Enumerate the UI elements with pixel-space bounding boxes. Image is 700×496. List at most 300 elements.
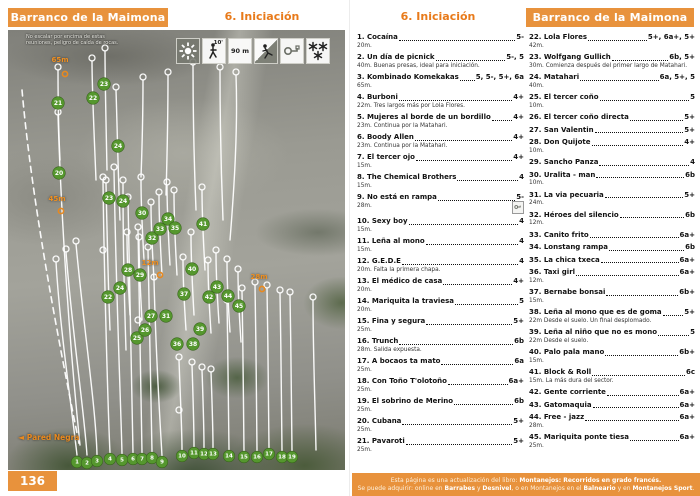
route-number-badge: 10 bbox=[177, 451, 188, 462]
route-note bbox=[357, 327, 524, 334]
dotted-leader bbox=[399, 100, 512, 101]
route-note bbox=[357, 347, 524, 354]
route-note-text: 25m. bbox=[357, 366, 372, 373]
route-note-text: 22m. Tres largos más por Lola Flores. bbox=[357, 102, 465, 109]
route-name: 30. Uralita - man bbox=[529, 170, 596, 179]
left-arrow-icon: ◄ bbox=[18, 433, 25, 442]
route-name: 37. Bernabe bonsai bbox=[529, 288, 606, 296]
footer-text-segment: . bbox=[692, 484, 695, 492]
route-name: 19. El sobrino de Merino bbox=[357, 397, 454, 405]
route-item bbox=[357, 277, 524, 294]
length-label: 12m bbox=[141, 259, 159, 267]
route-number-badge: 39 bbox=[194, 323, 206, 335]
topo-photo bbox=[8, 30, 345, 470]
route-item bbox=[357, 237, 524, 254]
dotted-leader bbox=[585, 420, 678, 421]
route-grade: 6b+ bbox=[679, 288, 695, 296]
dotted-leader bbox=[416, 160, 512, 161]
route-title-row bbox=[357, 53, 524, 62]
footer-text-segment: , o en Montanejos en el bbox=[511, 484, 584, 492]
route-note bbox=[529, 63, 695, 70]
route-title-row bbox=[529, 256, 695, 265]
route-item bbox=[357, 417, 524, 434]
route-name: 25. El tercer coño bbox=[529, 93, 599, 101]
route-title-row bbox=[357, 33, 524, 42]
dotted-leader bbox=[409, 224, 519, 225]
route-name: 15. Fina y segura bbox=[357, 317, 426, 325]
route-grade: 6a+ bbox=[679, 388, 695, 396]
route-item bbox=[357, 357, 524, 374]
route-note bbox=[357, 83, 524, 90]
route-item bbox=[529, 33, 695, 50]
route-item bbox=[357, 317, 524, 334]
route-note-text: 25m. bbox=[357, 326, 372, 333]
dotted-leader bbox=[592, 145, 684, 146]
pared-negra-label: ◄ Pared Negra bbox=[18, 433, 80, 442]
dotted-leader bbox=[620, 217, 684, 218]
route-item bbox=[529, 401, 695, 410]
route-grade: 5 bbox=[690, 328, 695, 336]
route-note bbox=[357, 123, 524, 130]
route-item bbox=[357, 193, 524, 214]
route-name: 23. Wolfgang Gullich bbox=[529, 53, 611, 61]
footer-text-segment: Esta página es una actualización del libro: bbox=[390, 476, 520, 484]
route-name: 43. Gatomaquia bbox=[529, 400, 592, 409]
dotted-leader bbox=[576, 275, 678, 276]
route-title-row bbox=[357, 417, 524, 426]
route-note bbox=[357, 103, 524, 110]
route-title-row bbox=[357, 133, 524, 142]
route-name: 8. The Chemical Brothers bbox=[357, 173, 457, 181]
route-note bbox=[529, 200, 695, 207]
route-name: 21. Pavaroti bbox=[357, 437, 405, 445]
route-number-badge: 6 bbox=[128, 454, 139, 465]
route-grade: 5, 5-, 5+, 6a bbox=[475, 73, 524, 81]
route-note-text: 22m Desde el suelo. bbox=[529, 337, 589, 344]
route-note-text: 25m. bbox=[357, 406, 372, 413]
route-note bbox=[357, 183, 524, 190]
route-number-badge: 4 bbox=[105, 454, 116, 465]
dotted-leader bbox=[592, 375, 685, 376]
route-grade: 4+ bbox=[513, 93, 524, 101]
dotted-leader bbox=[580, 80, 658, 81]
route-note-text: 65m. bbox=[357, 82, 372, 89]
route-name: 33. Canito frito bbox=[529, 230, 589, 239]
route-item bbox=[529, 433, 695, 450]
route-name: 38. Leña al mono que es de goma bbox=[529, 308, 662, 316]
footer-text-segment: Montanejos Sport bbox=[632, 484, 693, 492]
route-note bbox=[357, 307, 524, 314]
route-item bbox=[529, 388, 695, 397]
route-item bbox=[529, 53, 695, 70]
route-item bbox=[357, 437, 524, 454]
route-item bbox=[357, 337, 524, 354]
route-grade: 4 bbox=[519, 217, 524, 225]
route-name: 20. Cubana bbox=[357, 417, 402, 425]
route-note-text: 12m. bbox=[529, 277, 544, 284]
route-item bbox=[529, 138, 695, 155]
route-number-badge: 7 bbox=[137, 454, 148, 465]
route-item bbox=[529, 308, 695, 325]
route-name: 2. Un día de picnick bbox=[357, 53, 435, 61]
route-grade: 6b bbox=[514, 397, 524, 405]
dotted-leader bbox=[402, 264, 518, 265]
route-item bbox=[357, 133, 524, 150]
info-icon-strip bbox=[176, 38, 330, 64]
dotted-leader bbox=[605, 197, 683, 198]
route-title-row bbox=[529, 171, 695, 180]
route-number-badge: 25 bbox=[131, 332, 143, 344]
route-title-row bbox=[529, 308, 695, 317]
dotted-leader bbox=[426, 324, 512, 325]
route-title-row bbox=[357, 73, 524, 82]
route-title-row bbox=[529, 328, 695, 337]
route-number-badge: 2 bbox=[82, 458, 93, 469]
route-note bbox=[529, 83, 695, 90]
route-number-badge: 38 bbox=[187, 338, 199, 350]
route-name: 45. Mariquita ponte tiesa bbox=[529, 433, 629, 441]
route-number-badge: 40 bbox=[186, 263, 198, 275]
route-name: 31. La via pecuaria bbox=[529, 190, 604, 199]
route-title-row bbox=[529, 158, 695, 167]
route-name: 10. Sexy boy bbox=[357, 217, 408, 225]
route-note bbox=[357, 247, 524, 254]
route-number-badge: 26 bbox=[139, 324, 151, 336]
route-note bbox=[357, 287, 524, 294]
route-note bbox=[357, 387, 524, 394]
route-number-badge: 17 bbox=[264, 449, 275, 460]
footer-bar bbox=[352, 473, 700, 496]
route-number-badge: 42 bbox=[203, 291, 215, 303]
route-name: 32. Héroes del silencio bbox=[529, 210, 619, 219]
route-title-row bbox=[357, 153, 524, 162]
route-item bbox=[529, 73, 695, 90]
route-note-text: 15m. La más dura del sector. bbox=[529, 377, 614, 384]
footer-text-segment: Desnivel bbox=[482, 484, 512, 492]
route-title-row bbox=[357, 173, 524, 182]
route-note-text: 12m. bbox=[529, 220, 544, 226]
route-note-text: 20m. Falta la primera chapa. bbox=[357, 266, 441, 273]
route-title-row bbox=[529, 73, 695, 82]
route-title-row bbox=[357, 317, 524, 326]
route-grade: 4+ bbox=[513, 113, 524, 121]
route-note-text: 23m. Continua por la Matahari. bbox=[357, 122, 448, 129]
dotted-leader bbox=[455, 304, 518, 305]
route-item bbox=[529, 158, 695, 167]
quality-stars-icon bbox=[306, 38, 330, 64]
route-grade: 6c bbox=[685, 368, 695, 376]
dotted-leader bbox=[492, 120, 512, 121]
route-number-badge: 20 bbox=[53, 167, 65, 179]
route-name: 34. Lonstang rampa bbox=[529, 243, 608, 251]
route-item bbox=[529, 368, 695, 385]
route-grade: 6a+ bbox=[679, 433, 695, 441]
route-grade: 6a+ bbox=[679, 255, 695, 264]
route-note-text: 28m. bbox=[357, 202, 372, 209]
route-number-badge: 41 bbox=[197, 218, 209, 230]
route-note-text: 22m Desde el suelo. Un final desplomado. bbox=[529, 317, 652, 324]
photo-warning-text: No escalar por encima de estas reuniones, peligro de caída de rocas. bbox=[26, 34, 119, 46]
route-number-badge: 32 bbox=[146, 232, 158, 244]
route-note bbox=[529, 278, 695, 285]
dotted-leader bbox=[457, 180, 518, 181]
route-grade: 5- bbox=[516, 33, 524, 41]
route-note-text: 15m. bbox=[357, 226, 372, 233]
route-note bbox=[529, 423, 695, 430]
route-grade: 4 bbox=[690, 158, 695, 166]
route-number-badge: 28 bbox=[122, 264, 134, 276]
length-label: 65m bbox=[51, 56, 69, 64]
route-item bbox=[357, 377, 524, 394]
route-name: 18. Con Toño T'olotoño bbox=[357, 377, 447, 385]
route-note-text: 23m. Continua por la Matahari. bbox=[357, 142, 448, 149]
route-item bbox=[357, 173, 524, 190]
routes-column-1 bbox=[357, 33, 524, 457]
dotted-leader bbox=[454, 404, 513, 405]
route-note-text: 25m. bbox=[357, 446, 372, 453]
route-name: 35. La chica txeca bbox=[529, 255, 600, 264]
route-note-text: 40m. bbox=[529, 82, 544, 89]
dotted-leader bbox=[596, 177, 684, 178]
route-title-row bbox=[529, 211, 695, 220]
route-grade: 4+ bbox=[513, 277, 524, 285]
route-note bbox=[357, 143, 524, 150]
route-item bbox=[529, 211, 695, 228]
route-title-row bbox=[529, 388, 695, 397]
route-item bbox=[529, 256, 695, 265]
route-grade: 6b bbox=[685, 210, 695, 219]
dotted-leader bbox=[590, 237, 679, 238]
route-note bbox=[529, 378, 695, 385]
route-item bbox=[357, 297, 524, 314]
route-name: 4. Burboni bbox=[357, 93, 398, 101]
route-note bbox=[357, 367, 524, 374]
route-grade: 5+ bbox=[684, 308, 695, 316]
right-page-header: Barranco de la Maimona bbox=[526, 8, 694, 27]
dotted-leader bbox=[460, 80, 475, 81]
route-number-badge: 14 bbox=[224, 451, 235, 462]
route-grade: 6b+ bbox=[679, 348, 695, 356]
route-lines-overlay bbox=[8, 30, 345, 470]
route-name: 9. No está en rampa bbox=[357, 193, 437, 201]
route-title-row bbox=[357, 277, 524, 286]
length-label: 28m bbox=[250, 273, 268, 281]
route-note bbox=[357, 407, 524, 414]
route-number-badge: 33 bbox=[154, 223, 166, 235]
dotted-leader bbox=[663, 315, 684, 316]
footer-text-segment: y en bbox=[615, 484, 633, 492]
route-number-badge: 21 bbox=[52, 97, 64, 109]
route-number-badge: 24 bbox=[117, 195, 129, 207]
route-number-badge: 22 bbox=[102, 291, 114, 303]
approach-time-label: 10' bbox=[213, 40, 223, 46]
route-grade: 5-, 5 bbox=[506, 53, 524, 61]
route-name: 42. Gente corriente bbox=[529, 388, 606, 396]
route-name: 6. Boody Allen bbox=[357, 133, 414, 141]
route-item bbox=[529, 268, 695, 285]
route-title-row bbox=[529, 401, 695, 410]
dotted-leader bbox=[607, 395, 679, 396]
dotted-leader bbox=[436, 60, 506, 61]
route-grade: 4+ bbox=[684, 138, 695, 146]
route-title-row bbox=[357, 93, 524, 102]
route-grade: 6b bbox=[685, 243, 695, 251]
page-number: 136 bbox=[8, 471, 57, 491]
route-number-badge: 27 bbox=[145, 310, 157, 322]
route-item bbox=[357, 217, 524, 234]
route-name: 7. El tercer ojo bbox=[357, 153, 415, 161]
route-note-text: 15m. bbox=[529, 357, 544, 364]
route-grade: 5 bbox=[690, 93, 695, 101]
route-grade: 6b, 5+ bbox=[669, 53, 695, 61]
route-note-text: 24m. bbox=[529, 200, 544, 206]
dotted-leader bbox=[406, 444, 512, 445]
footer-text-segment: Se puede adquirir: online en bbox=[357, 484, 445, 492]
dotted-leader bbox=[630, 120, 683, 121]
route-item bbox=[357, 73, 524, 90]
route-grade: 4 bbox=[519, 237, 524, 245]
dotted-leader bbox=[402, 424, 512, 425]
route-number-badge: 13 bbox=[208, 449, 219, 460]
gear-icon bbox=[512, 201, 524, 214]
route-number-badge: 29 bbox=[134, 269, 146, 281]
route-grade: 6a+ bbox=[679, 413, 695, 421]
route-number-badge: 45 bbox=[233, 300, 245, 312]
left-page-header: Barranco de la Maimona bbox=[8, 8, 168, 27]
route-note-text: 20m. bbox=[357, 286, 372, 293]
route-grade: 5+ bbox=[513, 417, 524, 425]
route-number-badge: 1 bbox=[72, 457, 83, 468]
route-name: 26. El tercer coño directa bbox=[529, 113, 629, 121]
route-number-badge: 12 bbox=[199, 449, 210, 460]
route-grade: 6a+ bbox=[679, 230, 695, 239]
route-number-badge: 11 bbox=[189, 448, 200, 459]
gear-icon bbox=[280, 38, 304, 64]
route-name: 40. Palo pala mano bbox=[529, 348, 605, 356]
route-note bbox=[529, 318, 695, 325]
route-number-badge: 22 bbox=[87, 92, 99, 104]
route-grade: 6a+ bbox=[679, 400, 695, 409]
route-note bbox=[529, 338, 695, 345]
route-grade: 5+ bbox=[684, 190, 695, 199]
route-number-badge: 30 bbox=[136, 207, 148, 219]
routes-column-2 bbox=[529, 33, 695, 453]
route-number-badge: 31 bbox=[160, 310, 172, 322]
dotted-leader bbox=[426, 244, 518, 245]
route-grade: 5+ bbox=[684, 113, 695, 121]
right-section-title: 6. Iniciación bbox=[400, 10, 476, 23]
route-note-text: 10m. bbox=[529, 102, 544, 109]
left-section-title: 6. Iniciación bbox=[224, 10, 300, 23]
route-name: 3. Kombinado Komekakas bbox=[357, 73, 459, 81]
route-item bbox=[529, 126, 695, 135]
route-title-row bbox=[357, 357, 524, 366]
route-item bbox=[529, 413, 695, 430]
climbing-style-icon bbox=[254, 38, 278, 64]
dotted-leader bbox=[448, 384, 508, 385]
footer-line-1 bbox=[391, 477, 661, 485]
route-name: 12. G.E.D.E bbox=[357, 257, 401, 265]
route-item bbox=[529, 93, 695, 110]
route-note-text: 15m. bbox=[357, 182, 372, 189]
route-title-row bbox=[529, 53, 695, 62]
sun-exposure-icon bbox=[176, 38, 200, 64]
route-title-row bbox=[529, 93, 695, 102]
dotted-leader bbox=[609, 250, 684, 251]
route-title-row bbox=[357, 437, 524, 446]
route-name: 39. Leña al niño que no es mono bbox=[529, 328, 658, 336]
route-number-badge: 34 bbox=[162, 213, 174, 225]
route-grade: 5+ bbox=[513, 317, 524, 325]
dotted-leader bbox=[415, 140, 512, 141]
page-divider bbox=[349, 0, 350, 496]
route-number-badge: 43 bbox=[211, 281, 223, 293]
dotted-leader bbox=[399, 40, 515, 41]
route-item bbox=[357, 33, 524, 50]
route-note-text: 15m. bbox=[529, 297, 544, 304]
route-item bbox=[357, 113, 524, 130]
route-grade: 5+, 6a+, 5+ bbox=[647, 33, 695, 41]
route-number-badge: 19 bbox=[287, 452, 298, 463]
footer-line-2 bbox=[358, 485, 695, 493]
route-title-row bbox=[529, 191, 695, 200]
route-title-row bbox=[357, 257, 524, 266]
route-name: 16. Trunch bbox=[357, 337, 399, 345]
route-title-row bbox=[529, 268, 695, 277]
route-name: 36. Taxi girl bbox=[529, 268, 576, 276]
route-title-row bbox=[357, 217, 524, 226]
route-item bbox=[529, 191, 695, 208]
route-name: 11. Leña al mono bbox=[357, 237, 425, 245]
route-grade: 6b bbox=[514, 337, 524, 345]
route-number-badge: 36 bbox=[171, 338, 183, 350]
route-grade: 4+ bbox=[513, 153, 524, 161]
route-number-badge: 18 bbox=[277, 452, 288, 463]
route-number-badge: 8 bbox=[147, 453, 158, 464]
route-name: 28. Don Quijote bbox=[529, 138, 591, 146]
route-note-text: 10m. bbox=[529, 147, 544, 154]
route-name: 41. Block & Roll bbox=[529, 368, 592, 376]
route-note-text: 10m. bbox=[529, 180, 544, 186]
route-note bbox=[529, 358, 695, 365]
route-note bbox=[529, 180, 695, 187]
route-number-badge: 24 bbox=[114, 282, 126, 294]
route-grade: 5- bbox=[516, 193, 524, 201]
route-number-badge: 24 bbox=[112, 140, 124, 152]
route-name: 5. Mujeres al borde de un bordillo bbox=[357, 113, 491, 121]
route-name: 22. Lola Flores bbox=[529, 33, 588, 41]
route-note-text: 30m. Comienza después del primer largo de Matahari. bbox=[529, 62, 688, 69]
route-title-row bbox=[357, 297, 524, 306]
dotted-leader bbox=[399, 344, 513, 345]
route-note-text: 40m. Buenas presas, ideal para iniciación. bbox=[357, 62, 480, 69]
route-name: 14. Mariquita la traviesa bbox=[357, 297, 454, 305]
route-note-text: 25m. bbox=[357, 426, 372, 433]
route-name: 1. Cocaína bbox=[357, 33, 398, 41]
route-note bbox=[357, 203, 524, 214]
route-grade: 5+ bbox=[684, 125, 695, 134]
route-title-row bbox=[357, 377, 524, 386]
route-note-text: 42m. bbox=[529, 42, 544, 49]
route-grade: 6b bbox=[685, 170, 695, 179]
wall-height-label: 90 m bbox=[228, 38, 252, 64]
dotted-leader bbox=[595, 132, 684, 133]
dotted-leader bbox=[599, 165, 689, 166]
route-grade: 6a bbox=[514, 357, 524, 365]
route-title-row bbox=[529, 231, 695, 240]
route-note-text: 25m. bbox=[357, 386, 372, 393]
dotted-leader bbox=[601, 262, 679, 263]
